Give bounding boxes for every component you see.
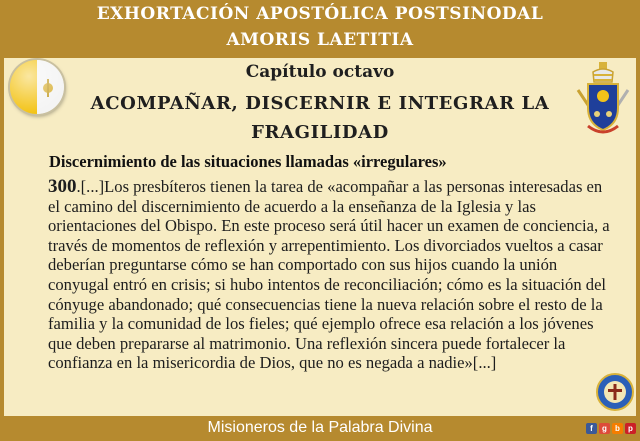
social-links — [586, 423, 636, 434]
paragraph-number: 300 — [48, 176, 77, 197]
header-line-1: EXHORTACIÓN APOSTÓLICA POSTSINODAL — [96, 4, 544, 24]
paragraph-text: .[...]Los presbíteros tienen la tarea de «acompañar a las personas interesadas en el camino del discernimiento de acuerdo a la enseñanza de la Iglesia y las orientaciones del Obispo. En este proceso será útil hacer un examen de conciencia, a través de momentos de reflexión y arrepentimiento. Los divorciados vueltos a casar deberían preguntarse cómo se han comportado con sus hijos cuando la unión conyugal entró en crisis; si hubo intentos de reconciliación; cómo es la situación del cónyuge abandonado; qué consecuencias tiene la nueva relación sobre el resto de la familia y la comunidad de los fieles; qué ejemplo ofrece esa relación a los jóvenes que deben prepararse al matrimonio. Una reflexión sincera puede fortalecer la confianza en la misericordia de Dios, que no es negada a nadie»[...] — [48, 177, 610, 373]
chapter-label: Capítulo octavo — [245, 62, 395, 82]
header-line-2: AMORIS LAETITIA — [226, 30, 414, 50]
pinterest-icon[interactable]: p — [625, 423, 636, 434]
footer-text: Misioneros de la Palabra Divina — [207, 419, 433, 436]
footer-bar — [0, 416, 640, 441]
google-plus-icon[interactable]: g — [599, 423, 610, 434]
section-subtitle: Discernimiento de las situaciones llamadas «irregulares» — [49, 152, 447, 171]
paragraph-body — [48, 177, 616, 373]
missionaries-seal-icon — [596, 373, 634, 411]
chapter-title: ACOMPAÑAR, DISCERNIR E INTEGRAR LA FRAGILIDAD — [90, 93, 550, 143]
header-banner — [0, 0, 640, 58]
blogger-icon[interactable]: b — [612, 423, 623, 434]
facebook-icon[interactable]: f — [586, 423, 597, 434]
